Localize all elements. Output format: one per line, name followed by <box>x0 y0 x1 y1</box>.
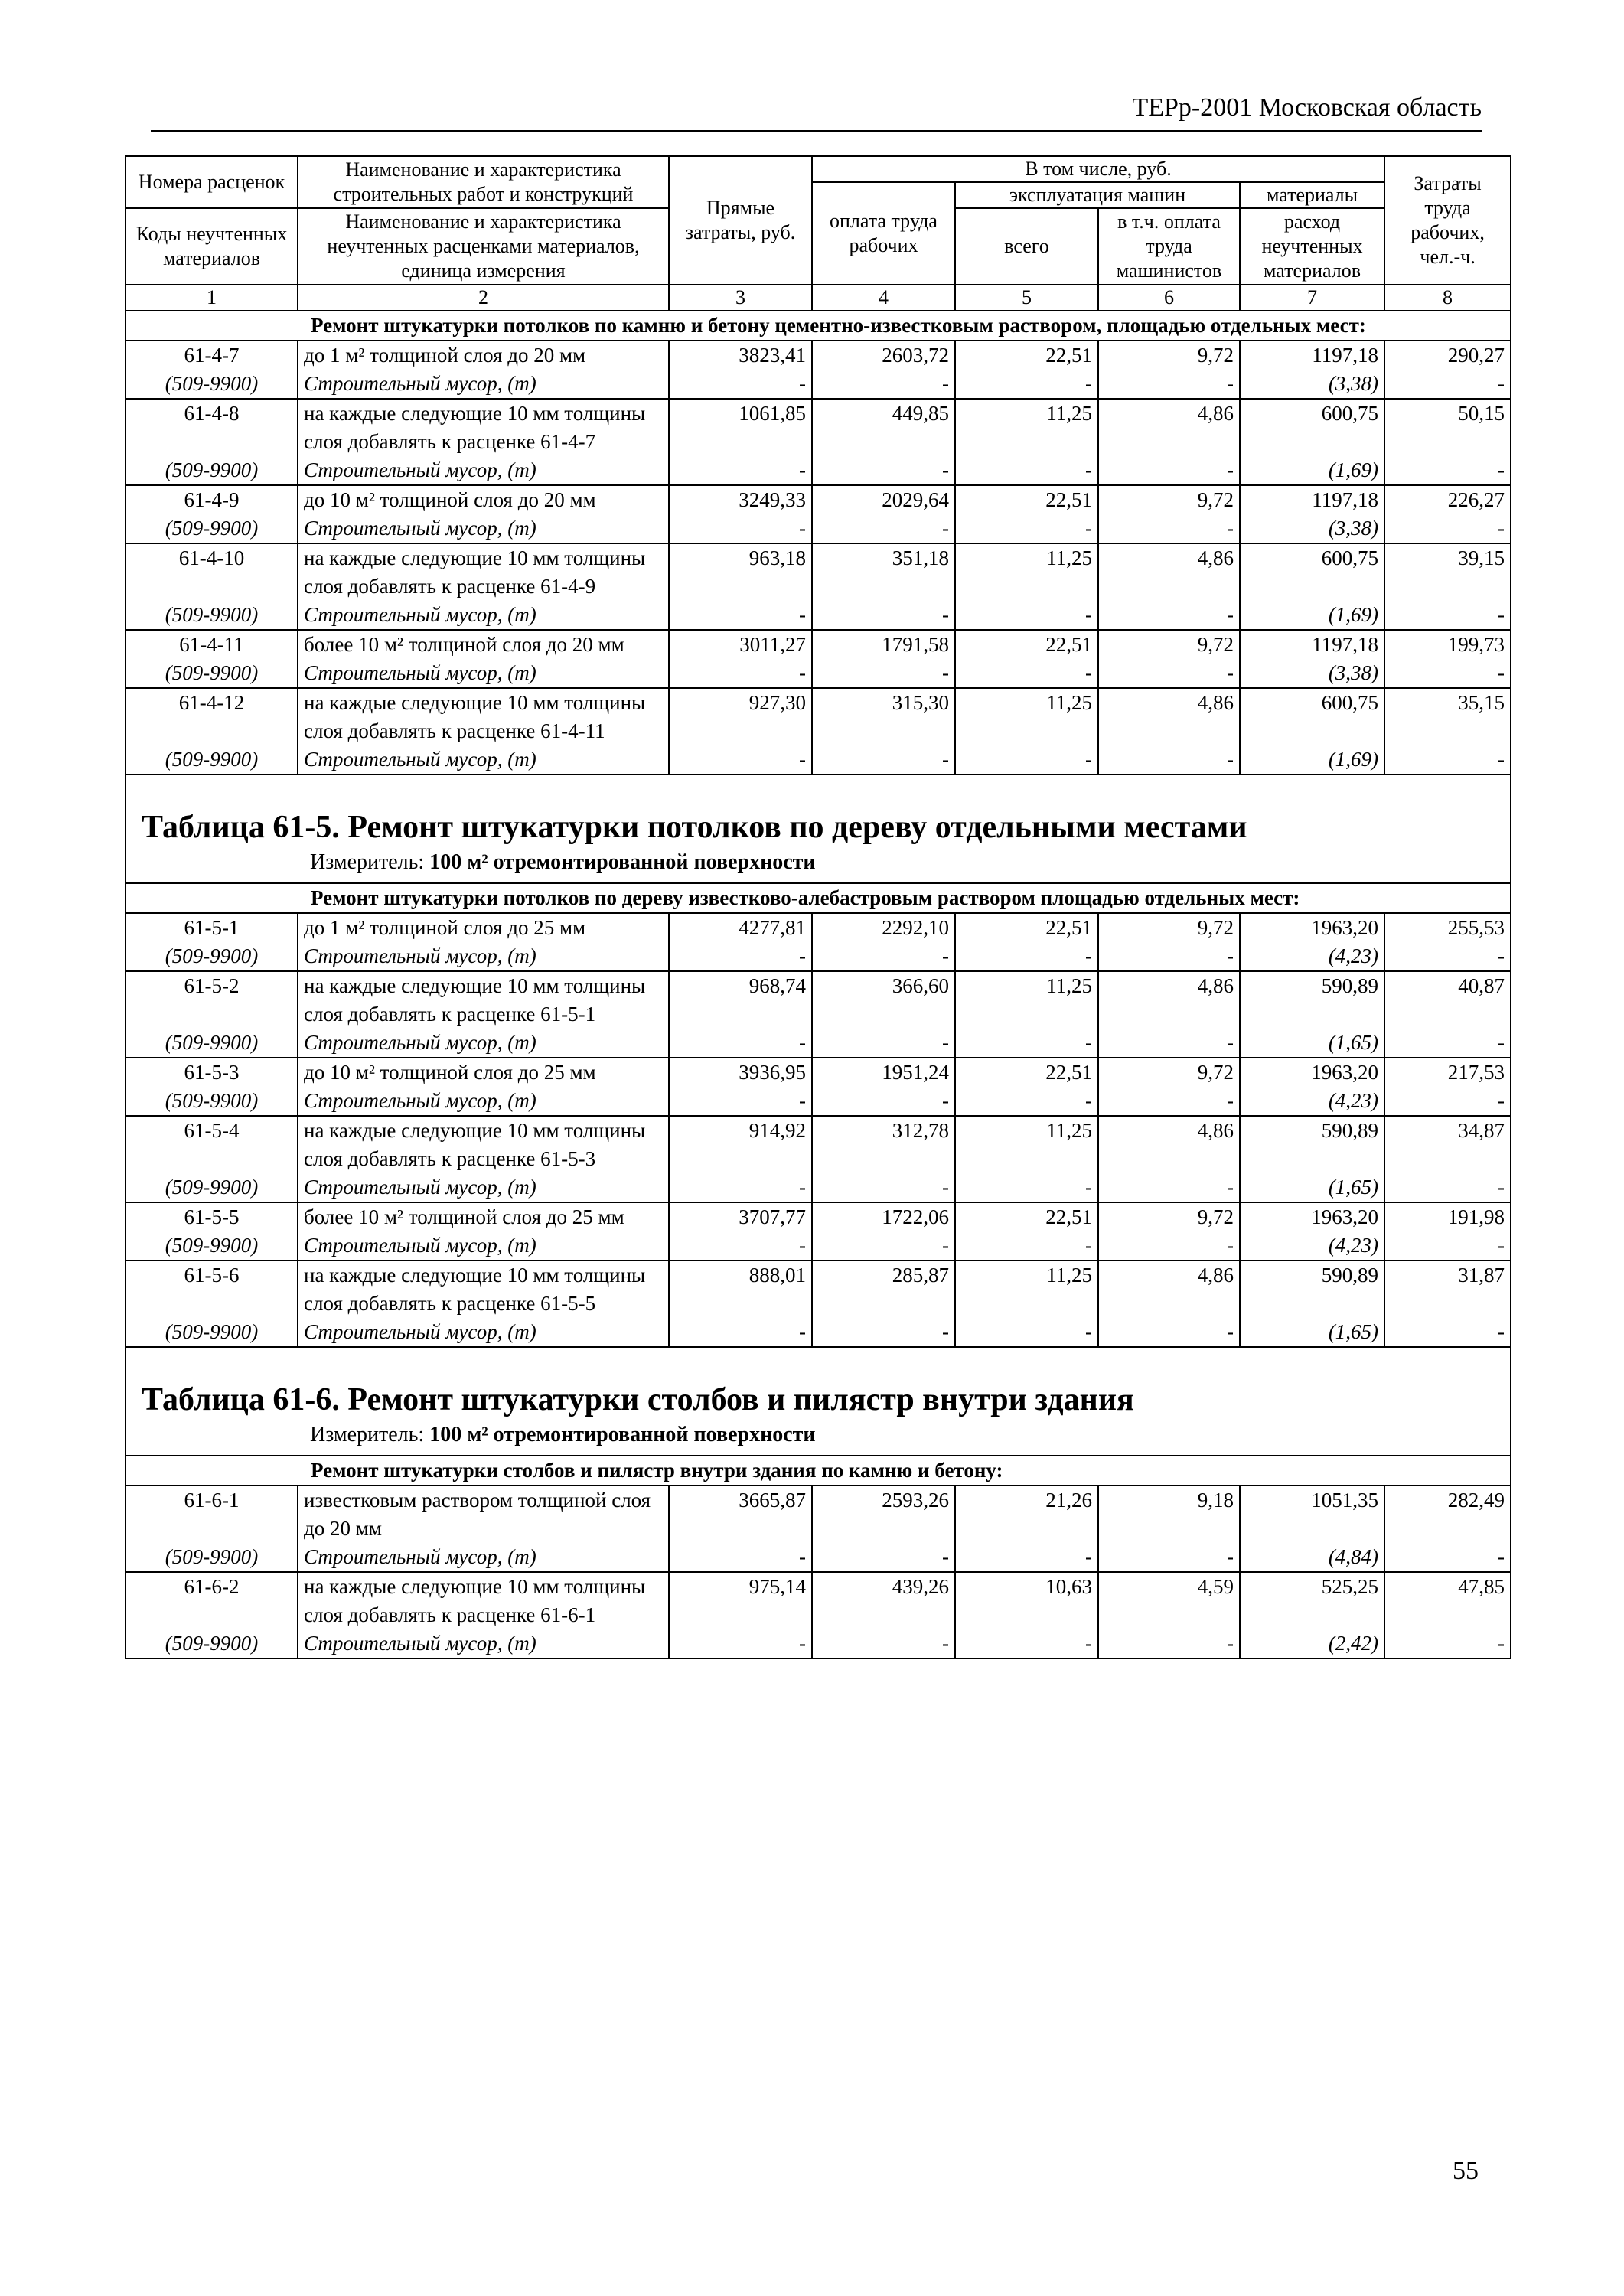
machinist-wages-value: 9,72 <box>1098 1058 1240 1087</box>
rate-code: 61-5-3 <box>126 1058 298 1087</box>
material-direct-costs: - <box>669 1629 812 1658</box>
material-code: (509-9900) <box>126 1231 298 1261</box>
material-direct-costs: - <box>669 1318 812 1347</box>
machinist-wages-value: 4,86 <box>1098 1116 1240 1173</box>
direct-costs-value: 3707,77 <box>669 1202 812 1231</box>
wages-value: 312,78 <box>812 1116 955 1173</box>
material-machinist-wages: - <box>1098 514 1240 543</box>
material-labor-costs: - <box>1384 1629 1511 1658</box>
material-machinist-wages: - <box>1098 456 1240 485</box>
rate-code: 61-4-8 <box>126 399 298 456</box>
wages-value: 1791,58 <box>812 630 955 659</box>
material-labor-costs: - <box>1384 745 1511 775</box>
rate-row <box>126 913 1511 942</box>
rate-row <box>126 399 1511 456</box>
material-row <box>126 370 1511 399</box>
measure-label: Измеритель: <box>310 1423 425 1446</box>
material-wages: - <box>812 456 955 485</box>
material-code: (509-9900) <box>126 745 298 775</box>
rate-description: на каждые следующие 10 мм толщины слоя добавлять к расценке 61-4-9 <box>298 543 669 601</box>
wages-value: 351,18 <box>812 543 955 601</box>
rate-description: на каждые следующие 10 мм толщины слоя добавлять к расценке 61-4-7 <box>298 399 669 456</box>
material-row <box>126 1029 1511 1058</box>
col-header-machinist-wages: в т.ч. оплата труда машинистов <box>1098 208 1240 285</box>
material-code: (509-9900) <box>126 601 298 630</box>
labor-costs-value: 40,87 <box>1384 971 1511 1029</box>
material-row <box>126 1318 1511 1347</box>
material-machines-total: - <box>955 601 1098 630</box>
material-labor-costs: - <box>1384 1318 1511 1347</box>
material-consumption: (1,65) <box>1240 1173 1384 1202</box>
material-wages: - <box>812 942 955 971</box>
material-consumption: (4,23) <box>1240 1231 1384 1261</box>
rate-description: более 10 м² толщиной слоя до 25 мм <box>298 1202 669 1231</box>
material-machines-total: - <box>955 1087 1098 1116</box>
material-wages: - <box>812 745 955 775</box>
materials-value: 590,89 <box>1240 971 1384 1029</box>
col-header-direct-costs: Прямые затраты, руб. <box>669 156 812 285</box>
material-code: (509-9900) <box>126 1629 298 1658</box>
material-labor-costs: - <box>1384 1231 1511 1261</box>
material-machinist-wages: - <box>1098 1318 1240 1347</box>
rate-description: до 10 м² толщиной слоя до 25 мм <box>298 1058 669 1087</box>
rate-row <box>126 341 1511 370</box>
material-code: (509-9900) <box>126 1087 298 1116</box>
material-direct-costs: - <box>669 1087 812 1116</box>
material-machines-total: - <box>955 1543 1098 1572</box>
measure-label: Измеритель: <box>310 850 425 874</box>
section-title: Ремонт штукатурки потолков по дереву известково-алебастровым раствором площадью отдельных мест: <box>126 883 1511 913</box>
col-header-rate-numbers: Номера расценок <box>126 156 298 208</box>
direct-costs-value: 3249,33 <box>669 485 812 514</box>
material-labor-costs: - <box>1384 1087 1511 1116</box>
labor-costs-value: 47,85 <box>1384 1572 1511 1629</box>
material-consumption: (4,84) <box>1240 1543 1384 1572</box>
rate-row <box>126 1486 1511 1543</box>
materials-value: 1051,35 <box>1240 1486 1384 1543</box>
wages-value: 1722,06 <box>812 1202 955 1231</box>
material-consumption: (3,38) <box>1240 370 1384 399</box>
materials-value: 600,75 <box>1240 543 1384 601</box>
materials-value: 600,75 <box>1240 688 1384 745</box>
material-machinist-wages: - <box>1098 1629 1240 1658</box>
material-labor-costs: - <box>1384 370 1511 399</box>
material-row <box>126 601 1511 630</box>
material-machines-total: - <box>955 370 1098 399</box>
rate-row <box>126 1116 1511 1173</box>
material-machinist-wages: - <box>1098 659 1240 688</box>
material-code: (509-9900) <box>126 942 298 971</box>
col-number: 5 <box>955 285 1098 311</box>
rate-description: до 10 м² толщиной слоя до 20 мм <box>298 485 669 514</box>
materials-value: 1197,18 <box>1240 630 1384 659</box>
col-header-machines: эксплуатация машин <box>955 182 1240 208</box>
material-code: (509-9900) <box>126 1543 298 1572</box>
rate-code: 61-6-2 <box>126 1572 298 1629</box>
material-machinist-wages: - <box>1098 370 1240 399</box>
wages-value: 2593,26 <box>812 1486 955 1543</box>
labor-costs-value: 39,15 <box>1384 543 1511 601</box>
machinist-wages-value: 9,72 <box>1098 630 1240 659</box>
rate-row <box>126 543 1511 601</box>
material-row <box>126 659 1511 688</box>
material-direct-costs: - <box>669 745 812 775</box>
wages-value: 366,60 <box>812 971 955 1029</box>
material-code: (509-9900) <box>126 659 298 688</box>
material-consumption: (1,69) <box>1240 601 1384 630</box>
material-description: Строительный мусор, (т) <box>298 1543 669 1572</box>
rate-code: 61-4-9 <box>126 485 298 514</box>
materials-value: 590,89 <box>1240 1261 1384 1318</box>
rate-code: 61-5-2 <box>126 971 298 1029</box>
material-direct-costs: - <box>669 942 812 971</box>
material-wages: - <box>812 659 955 688</box>
material-row <box>126 1629 1511 1658</box>
labor-costs-value: 191,98 <box>1384 1202 1511 1231</box>
material-row <box>126 1543 1511 1572</box>
material-row <box>126 514 1511 543</box>
material-wages: - <box>812 514 955 543</box>
rate-code: 61-5-5 <box>126 1202 298 1231</box>
rate-row <box>126 971 1511 1029</box>
material-consumption: (3,38) <box>1240 659 1384 688</box>
rate-description: до 1 м² толщиной слоя до 20 мм <box>298 341 669 370</box>
material-code: (509-9900) <box>126 456 298 485</box>
wages-value: 2603,72 <box>812 341 955 370</box>
material-labor-costs: - <box>1384 514 1511 543</box>
material-direct-costs: - <box>669 601 812 630</box>
material-description: Строительный мусор, (т) <box>298 1173 669 1202</box>
rate-row <box>126 688 1511 745</box>
rate-description: на каждые следующие 10 мм толщины слоя добавлять к расценке 61-5-3 <box>298 1116 669 1173</box>
rate-description: известковым раствором толщиной слоя до 20 мм <box>298 1486 669 1543</box>
material-wages: - <box>812 1029 955 1058</box>
materials-value: 600,75 <box>1240 399 1384 456</box>
material-row <box>126 456 1511 485</box>
direct-costs-value: 888,01 <box>669 1261 812 1318</box>
material-labor-costs: - <box>1384 456 1511 485</box>
material-machinist-wages: - <box>1098 1087 1240 1116</box>
rate-row <box>126 1202 1511 1231</box>
section-title-row <box>126 883 1511 913</box>
material-wages: - <box>812 370 955 399</box>
materials-value: 1963,20 <box>1240 913 1384 942</box>
machines-total-value: 11,25 <box>955 688 1098 745</box>
direct-costs-value: 975,14 <box>669 1572 812 1629</box>
col-number: 3 <box>669 285 812 311</box>
material-description: Строительный мусор, (т) <box>298 1087 669 1116</box>
machines-total-value: 11,25 <box>955 543 1098 601</box>
material-machines-total: - <box>955 1029 1098 1058</box>
direct-costs-value: 3936,95 <box>669 1058 812 1087</box>
machinist-wages-value: 4,86 <box>1098 688 1240 745</box>
wages-value: 315,30 <box>812 688 955 745</box>
material-wages: - <box>812 1318 955 1347</box>
material-row <box>126 745 1511 775</box>
rate-code: 61-4-11 <box>126 630 298 659</box>
material-machinist-wages: - <box>1098 942 1240 971</box>
header-rule <box>151 130 1482 132</box>
material-labor-costs: - <box>1384 1543 1511 1572</box>
machines-total-value: 22,51 <box>955 485 1098 514</box>
material-row <box>126 1231 1511 1261</box>
material-labor-costs: - <box>1384 1173 1511 1202</box>
machines-total-value: 11,25 <box>955 1116 1098 1173</box>
machines-total-value: 11,25 <box>955 399 1098 456</box>
machines-total-value: 22,51 <box>955 341 1098 370</box>
material-machines-total: - <box>955 456 1098 485</box>
table-title-row <box>126 1347 1511 1456</box>
col-header-labor-costs: Затраты труда рабочих, чел.-ч. <box>1384 156 1511 285</box>
table-title-cell <box>126 1347 1511 1456</box>
material-wages: - <box>812 601 955 630</box>
material-machines-total: - <box>955 1629 1098 1658</box>
rate-row <box>126 485 1511 514</box>
material-code: (509-9900) <box>126 514 298 543</box>
rate-description: на каждые следующие 10 мм толщины слоя добавлять к расценке 61-4-11 <box>298 688 669 745</box>
col-header-material-name: Наименование и характеристика неучтенных расценками материалов, единица измерения <box>298 208 669 285</box>
labor-costs-value: 282,49 <box>1384 1486 1511 1543</box>
section-title-row <box>126 1456 1511 1486</box>
table-body <box>126 311 1511 1658</box>
rate-row <box>126 1058 1511 1087</box>
material-consumption: (1,65) <box>1240 1029 1384 1058</box>
material-machines-total: - <box>955 1173 1098 1202</box>
table-title: Таблица 61-5. Ремонт штукатурки потолков по дереву отдельными местами <box>142 810 1247 845</box>
table-measure <box>310 849 1510 876</box>
direct-costs-value: 963,18 <box>669 543 812 601</box>
material-labor-costs: - <box>1384 601 1511 630</box>
col-number: 2 <box>298 285 669 311</box>
col-header-material-consumption: расход неучтенных материалов <box>1240 208 1384 285</box>
rate-code: 61-4-12 <box>126 688 298 745</box>
material-machines-total: - <box>955 514 1098 543</box>
material-machinist-wages: - <box>1098 745 1240 775</box>
col-header-work-name: Наименование и характеристика строительных работ и конструкций <box>298 156 669 208</box>
col-number: 1 <box>126 285 298 311</box>
material-direct-costs: - <box>669 1029 812 1058</box>
rate-code: 61-5-4 <box>126 1116 298 1173</box>
rate-code: 61-6-1 <box>126 1486 298 1543</box>
col-header-including: В том числе, руб. <box>812 156 1384 182</box>
material-consumption: (3,38) <box>1240 514 1384 543</box>
page-number: 55 <box>1453 2157 1479 2185</box>
rate-row <box>126 1572 1511 1629</box>
material-direct-costs: - <box>669 1543 812 1572</box>
rate-row <box>126 1261 1511 1318</box>
machinist-wages-value: 9,18 <box>1098 1486 1240 1543</box>
rate-code: 61-5-1 <box>126 913 298 942</box>
direct-costs-value: 968,74 <box>669 971 812 1029</box>
rate-code: 61-4-7 <box>126 341 298 370</box>
labor-costs-value: 255,53 <box>1384 913 1511 942</box>
machinist-wages-value: 9,72 <box>1098 913 1240 942</box>
material-description: Строительный мусор, (т) <box>298 514 669 543</box>
material-consumption: (2,42) <box>1240 1629 1384 1658</box>
material-row <box>126 1173 1511 1202</box>
table-measure <box>310 1421 1510 1449</box>
material-labor-costs: - <box>1384 1029 1511 1058</box>
wages-value: 285,87 <box>812 1261 955 1318</box>
machinist-wages-value: 9,72 <box>1098 1202 1240 1231</box>
direct-costs-value: 3823,41 <box>669 341 812 370</box>
machines-total-value: 11,25 <box>955 971 1098 1029</box>
material-machinist-wages: - <box>1098 1231 1240 1261</box>
material-direct-costs: - <box>669 1173 812 1202</box>
material-wages: - <box>812 1231 955 1261</box>
table-title-cell <box>126 775 1511 883</box>
material-code: (509-9900) <box>126 370 298 399</box>
material-consumption: (4,23) <box>1240 1087 1384 1116</box>
rate-code: 61-4-10 <box>126 543 298 601</box>
labor-costs-value: 226,27 <box>1384 485 1511 514</box>
materials-value: 590,89 <box>1240 1116 1384 1173</box>
measure-value: 100 м² отремонтированной поверхности <box>429 1423 816 1446</box>
machinist-wages-value: 4,86 <box>1098 399 1240 456</box>
machinist-wages-value: 9,72 <box>1098 485 1240 514</box>
section-title: Ремонт штукатурки потолков по камню и бетону цементно-известковым раствором, площадью отдельных мест: <box>126 311 1511 341</box>
document-body <box>125 155 1510 1659</box>
rate-description: на каждые следующие 10 мм толщины слоя добавлять к расценке 61-5-5 <box>298 1261 669 1318</box>
material-description: Строительный мусор, (т) <box>298 1231 669 1261</box>
material-description: Строительный мусор, (т) <box>298 456 669 485</box>
material-labor-costs: - <box>1384 659 1511 688</box>
column-numbers-row <box>126 285 1511 311</box>
material-description: Строительный мусор, (т) <box>298 370 669 399</box>
direct-costs-value: 927,30 <box>669 688 812 745</box>
labor-costs-value: 217,53 <box>1384 1058 1511 1087</box>
labor-costs-value: 290,27 <box>1384 341 1511 370</box>
material-direct-costs: - <box>669 456 812 485</box>
direct-costs-value: 4277,81 <box>669 913 812 942</box>
material-description: Строительный мусор, (т) <box>298 1029 669 1058</box>
wages-value: 1951,24 <box>812 1058 955 1087</box>
material-labor-costs: - <box>1384 942 1511 971</box>
rate-description: на каждые следующие 10 мм толщины слоя добавлять к расценке 61-6-1 <box>298 1572 669 1629</box>
material-description: Строительный мусор, (т) <box>298 942 669 971</box>
material-description: Строительный мусор, (т) <box>298 601 669 630</box>
materials-value: 1963,20 <box>1240 1202 1384 1231</box>
material-machinist-wages: - <box>1098 601 1240 630</box>
table-header <box>126 156 1511 311</box>
material-wages: - <box>812 1629 955 1658</box>
col-number: 6 <box>1098 285 1240 311</box>
col-header-materials: материалы <box>1240 182 1384 208</box>
material-consumption: (4,23) <box>1240 942 1384 971</box>
machines-total-value: 11,25 <box>955 1261 1098 1318</box>
labor-costs-value: 199,73 <box>1384 630 1511 659</box>
machinist-wages-value: 4,86 <box>1098 543 1240 601</box>
material-machines-total: - <box>955 1231 1098 1261</box>
material-wages: - <box>812 1543 955 1572</box>
direct-costs-value: 3011,27 <box>669 630 812 659</box>
material-code: (509-9900) <box>126 1318 298 1347</box>
material-wages: - <box>812 1087 955 1116</box>
material-code: (509-9900) <box>126 1173 298 1202</box>
col-header-machines-total: всего <box>955 208 1098 285</box>
material-direct-costs: - <box>669 659 812 688</box>
machinist-wages-value: 9,72 <box>1098 341 1240 370</box>
machines-total-value: 22,51 <box>955 630 1098 659</box>
machines-total-value: 10,63 <box>955 1572 1098 1629</box>
labor-costs-value: 34,87 <box>1384 1116 1511 1173</box>
direct-costs-value: 914,92 <box>669 1116 812 1173</box>
col-header-material-codes: Коды неучтенных материалов <box>126 208 298 285</box>
table-title-row <box>126 775 1511 883</box>
material-description: Строительный мусор, (т) <box>298 745 669 775</box>
labor-costs-value: 31,87 <box>1384 1261 1511 1318</box>
material-wages: - <box>812 1173 955 1202</box>
materials-value: 525,25 <box>1240 1572 1384 1629</box>
wages-value: 449,85 <box>812 399 955 456</box>
section-title-row <box>126 311 1511 341</box>
rate-description: на каждые следующие 10 мм толщины слоя добавлять к расценке 61-5-1 <box>298 971 669 1029</box>
rates-table <box>125 155 1511 1659</box>
machinist-wages-value: 4,86 <box>1098 1261 1240 1318</box>
material-description: Строительный мусор, (т) <box>298 659 669 688</box>
materials-value: 1197,18 <box>1240 485 1384 514</box>
machines-total-value: 22,51 <box>955 1058 1098 1087</box>
machines-total-value: 22,51 <box>955 913 1098 942</box>
col-number: 4 <box>812 285 955 311</box>
material-machines-total: - <box>955 659 1098 688</box>
labor-costs-value: 50,15 <box>1384 399 1511 456</box>
wages-value: 2292,10 <box>812 913 955 942</box>
material-machinist-wages: - <box>1098 1029 1240 1058</box>
direct-costs-value: 3665,87 <box>669 1486 812 1543</box>
material-direct-costs: - <box>669 1231 812 1261</box>
wages-value: 2029,64 <box>812 485 955 514</box>
material-description: Строительный мусор, (т) <box>298 1318 669 1347</box>
rate-code: 61-5-6 <box>126 1261 298 1318</box>
col-number: 7 <box>1240 285 1384 311</box>
material-consumption: (1,69) <box>1240 456 1384 485</box>
material-row <box>126 942 1511 971</box>
machinist-wages-value: 4,86 <box>1098 971 1240 1029</box>
material-direct-costs: - <box>669 514 812 543</box>
direct-costs-value: 1061,85 <box>669 399 812 456</box>
material-machines-total: - <box>955 942 1098 971</box>
section-title: Ремонт штукатурки столбов и пилястр внутри здания по камню и бетону: <box>126 1456 1511 1486</box>
material-consumption: (1,65) <box>1240 1318 1384 1347</box>
col-number: 8 <box>1384 285 1511 311</box>
material-consumption: (1,69) <box>1240 745 1384 775</box>
material-machines-total: - <box>955 1318 1098 1347</box>
material-machinist-wages: - <box>1098 1173 1240 1202</box>
material-direct-costs: - <box>669 370 812 399</box>
materials-value: 1197,18 <box>1240 341 1384 370</box>
table-title: Таблица 61-6. Ремонт штукатурки столбов и пилястр внутри здания <box>142 1382 1134 1417</box>
machines-total-value: 22,51 <box>955 1202 1098 1231</box>
material-description: Строительный мусор, (т) <box>298 1629 669 1658</box>
materials-value: 1963,20 <box>1240 1058 1384 1087</box>
labor-costs-value: 35,15 <box>1384 688 1511 745</box>
rate-description: до 1 м² толщиной слоя до 25 мм <box>298 913 669 942</box>
material-machines-total: - <box>955 745 1098 775</box>
measure-value: 100 м² отремонтированной поверхности <box>429 850 816 874</box>
machinist-wages-value: 4,59 <box>1098 1572 1240 1629</box>
rate-row <box>126 630 1511 659</box>
material-machinist-wages: - <box>1098 1543 1240 1572</box>
page-header-title: ТЕРр-2001 Московская область <box>1132 93 1482 122</box>
material-row <box>126 1087 1511 1116</box>
material-code: (509-9900) <box>126 1029 298 1058</box>
col-header-wages: оплата труда рабочих <box>812 182 955 285</box>
wages-value: 439,26 <box>812 1572 955 1629</box>
rate-description: более 10 м² толщиной слоя до 20 мм <box>298 630 669 659</box>
machines-total-value: 21,26 <box>955 1486 1098 1543</box>
